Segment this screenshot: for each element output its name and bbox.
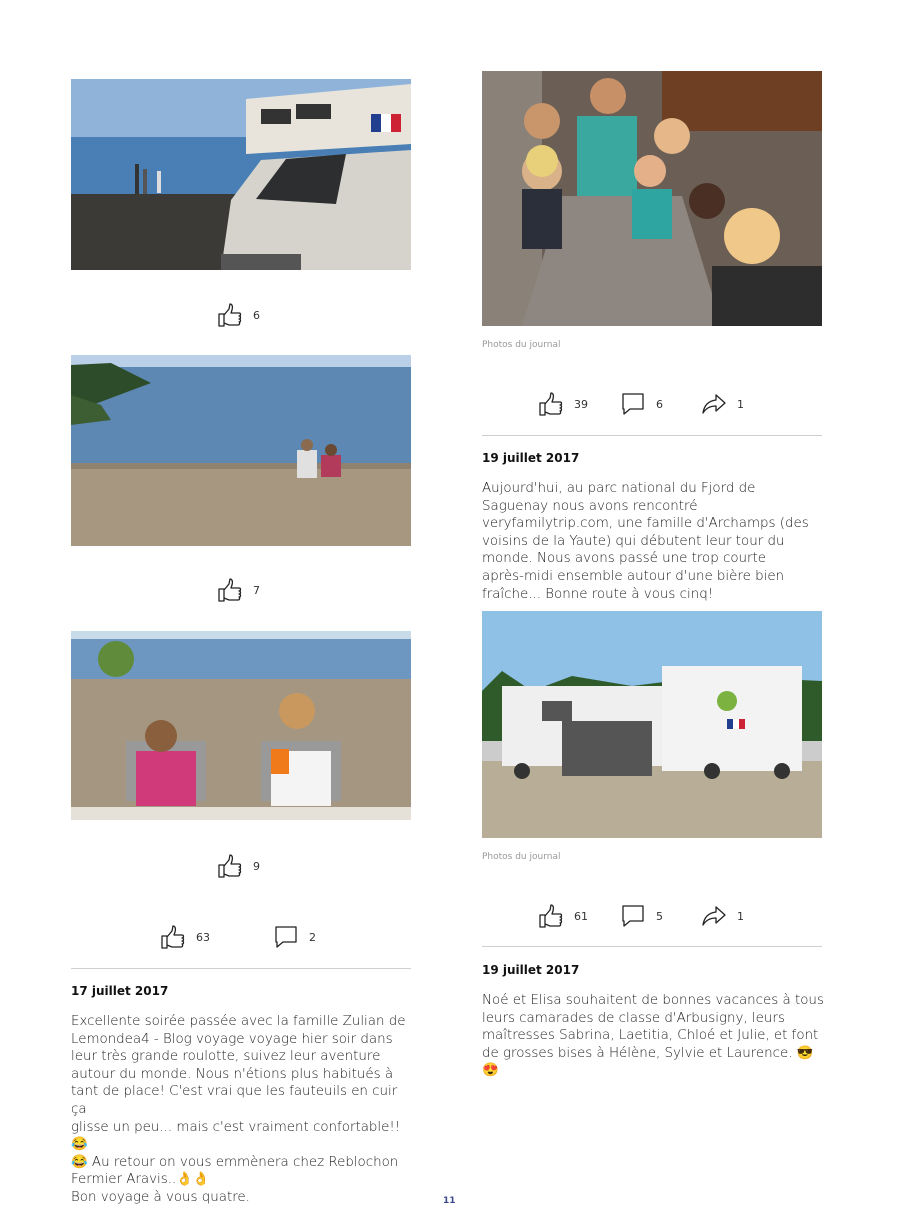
- share-arrow-icon: [701, 903, 727, 929]
- photo3-like[interactable]: [217, 853, 260, 879]
- left-post-comment-count: 2: [309, 930, 316, 944]
- right-post1-comment-count: 6: [656, 397, 663, 411]
- photo2-like[interactable]: [217, 577, 260, 603]
- speech-bubble-icon: [620, 391, 646, 417]
- post-date: 17 juillet 2017: [71, 984, 169, 998]
- post-text: Noé et Elisa souhaitent de bonnes vacances à tous leurs camarades de classe d'Arbusigny, leurs maîtresses Sabrina, Laetitia, Chloé et Julie, et font de grosses bises à Hélène, Sylvie et Laurence. 😎😍: [482, 993, 824, 1079]
- speech-bubble-icon: [620, 903, 646, 929]
- right-post2-like-count: 61: [574, 909, 588, 923]
- photo-kids-drinks[interactable]: [71, 631, 411, 820]
- divider: [482, 946, 822, 947]
- right-post2-share[interactable]: [701, 903, 744, 929]
- right-post1-share-count: 1: [737, 397, 744, 411]
- photo1-like[interactable]: [217, 302, 260, 328]
- post-text: Excellente soirée passée avec la famille Zulian de Lemondea4 - Blog voyage voyage hier soir dans leur très grande roulotte, suivez leur aventure autour du monde. Nous n'étions plus habitués à tant de place! C'est vrai que les fauteuils en cuir ça glisse un peu... mais c'est vraiment confortable!! 😂 😂 Au retour on vous emmènera chez Reblochon Fermier Aravis..👌👌 Bon voyage à vous quatre.: [71, 1014, 406, 1205]
- right-post1-like[interactable]: [538, 391, 588, 417]
- photo-family-selfie[interactable]: [482, 71, 822, 326]
- photo-caption: Photos du journal: [482, 340, 561, 350]
- right-post2-comment[interactable]: [620, 903, 663, 929]
- speech-bubble-icon: [273, 924, 299, 950]
- page-number: 11: [443, 1196, 456, 1206]
- photo-group-rvs[interactable]: [482, 611, 822, 838]
- photo-caption: Photos du journal: [482, 852, 561, 862]
- divider: [482, 435, 822, 436]
- thumbs-up-icon: [538, 903, 564, 929]
- right-post2-share-count: 1: [737, 909, 744, 923]
- right-post1-like-count: 39: [574, 397, 588, 411]
- right-post1-share[interactable]: [701, 391, 744, 417]
- thumbs-up-icon: [217, 853, 243, 879]
- photo-camper-lake[interactable]: [71, 79, 411, 270]
- thumbs-up-icon: [217, 302, 243, 328]
- post-date: 19 juillet 2017: [482, 963, 580, 977]
- post-text: Aujourd'hui, au parc national du Fjord de Saguenay nous avons rencontré veryfamilytrip.com, une famille d'Archamps (des voisins de la Yaute) qui débutent leur tour du monde. Nous avons passé une trop courte après-midi ensemble autour d'une bière bien fraîche... Bonne route à vous cinq!: [482, 481, 809, 602]
- left-post-like[interactable]: [160, 924, 210, 950]
- left-post-comment[interactable]: [273, 924, 316, 950]
- post-date: 19 juillet 2017: [482, 451, 580, 465]
- photo3-like-count: 9: [253, 859, 260, 873]
- share-arrow-icon: [701, 391, 727, 417]
- thumbs-up-icon: [538, 391, 564, 417]
- right-post1-comment[interactable]: [620, 391, 663, 417]
- divider: [71, 968, 411, 969]
- right-post2-like[interactable]: [538, 903, 588, 929]
- left-post-like-count: 63: [196, 930, 210, 944]
- photo1-like-count: 6: [253, 308, 260, 322]
- photo-children-shore[interactable]: [71, 355, 411, 546]
- right-post2-comment-count: 5: [656, 909, 663, 923]
- thumbs-up-icon: [217, 577, 243, 603]
- photo2-like-count: 7: [253, 583, 260, 597]
- thumbs-up-icon: [160, 924, 186, 950]
